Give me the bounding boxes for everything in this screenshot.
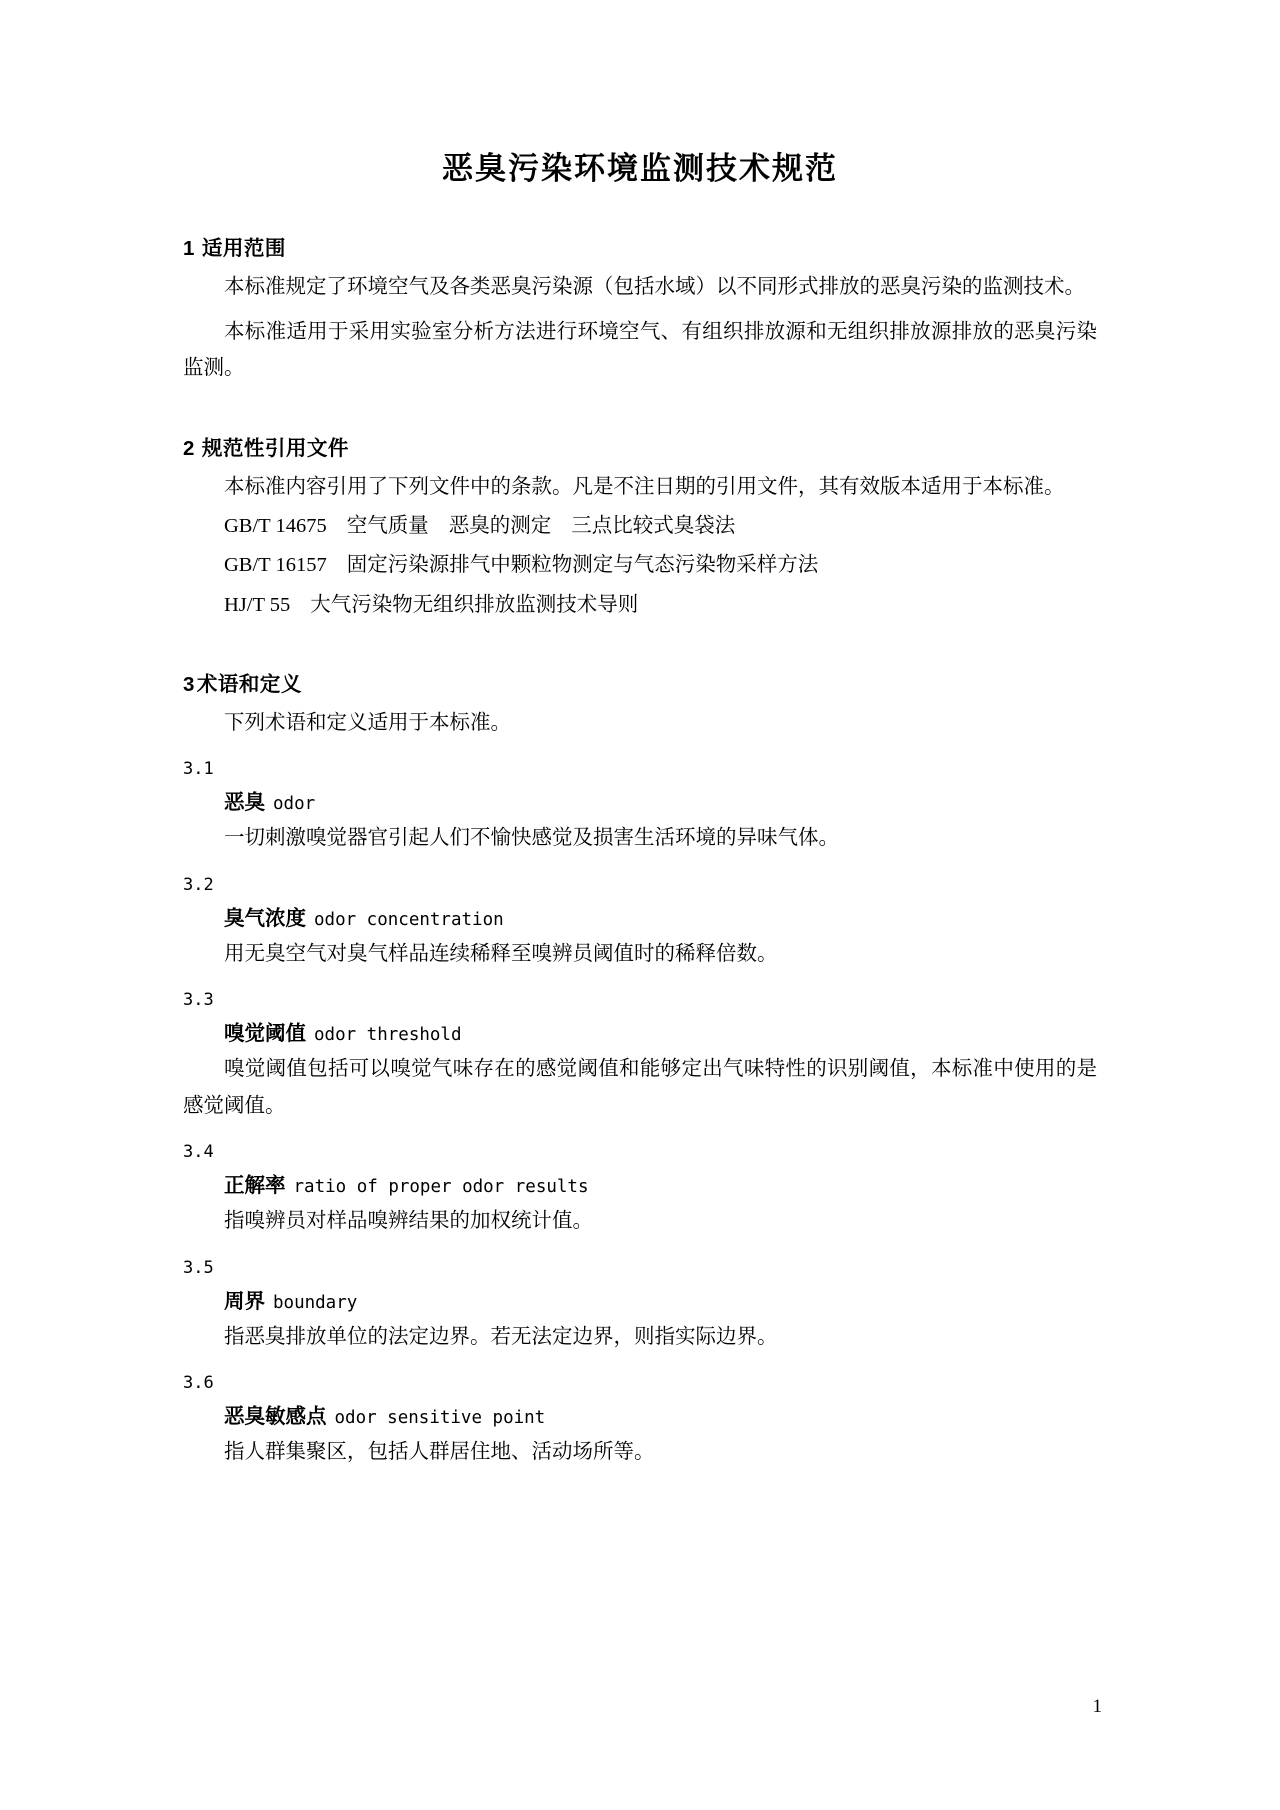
term-definition: 嗅觉阈值包括可以嗅觉气味存在的感觉阈值和能够定出气味特性的识别阈值，本标准中使用的是感觉阈值。 xyxy=(183,1058,1097,1117)
section-2-paragraph-1: 本标准内容引用了下列文件中的条款。凡是不注日期的引用文件，其有效版本适用于本标准。 xyxy=(224,475,1065,498)
term-entry xyxy=(183,1284,1097,1314)
clause-number: 3.3 xyxy=(183,990,214,1011)
section-1-paragraph-1: 本标准规定了环境空气及各类恶臭污染源（包括水域）以不同形式排放的恶臭污染的监测技术。 xyxy=(224,276,1085,299)
section-heading-3 xyxy=(183,667,1097,697)
reference-item xyxy=(183,509,1097,544)
term-entry xyxy=(183,1168,1097,1198)
reference-title-part: 固定污染源排气中颗粒物测定与气态污染物采样方法 xyxy=(346,554,819,577)
term-zh: 恶臭敏感点 xyxy=(224,1405,327,1429)
clause-number: 3.2 xyxy=(183,874,214,895)
term-entry xyxy=(183,1016,1097,1046)
reference-item xyxy=(183,548,1097,583)
term-definition: 指人群集聚区，包括人群居住地、活动场所等。 xyxy=(224,1441,655,1464)
page-number: 1 xyxy=(1092,1696,1102,1717)
term-definition: 用无臭空气对臭气样品连续稀释至嗅辨员阈值时的稀释倍数。 xyxy=(224,942,778,965)
term-zh: 正解率 xyxy=(224,1174,286,1198)
reference-title-part: 三点比较式臭袋法 xyxy=(571,515,736,538)
term-definition: 指恶臭排放单位的法定边界。若无法定边界，则指实际边界。 xyxy=(224,1325,778,1348)
term-en: boundary xyxy=(273,1292,358,1313)
reference-code: HJ/T 55 xyxy=(224,593,291,616)
reference-title-part: 大气污染物无组织排放监测技术导则 xyxy=(310,593,639,616)
clause-number: 3.5 xyxy=(183,1257,214,1278)
term-entry xyxy=(183,901,1097,931)
term-en: odor xyxy=(273,794,316,815)
term-en: odor threshold xyxy=(314,1025,462,1046)
term-entry xyxy=(183,785,1097,815)
reference-title-part: 空气质量 xyxy=(346,515,429,538)
term-en: odor sensitive point xyxy=(334,1408,546,1429)
clause-number: 3.4 xyxy=(183,1142,214,1163)
term-zh: 周界 xyxy=(224,1289,265,1313)
term-en: ratio of proper odor results xyxy=(293,1177,589,1198)
reference-code: GB/T 16157 xyxy=(224,554,327,577)
reference-code: GB/T 14675 xyxy=(224,515,327,538)
term-zh: 臭气浓度 xyxy=(224,906,306,930)
section-3-paragraph-1: 下列术语和定义适用于本标准。 xyxy=(224,711,511,734)
section-heading-2 xyxy=(183,431,1097,461)
term-en: odor concentration xyxy=(314,909,504,930)
section-number-2: 2 xyxy=(183,436,195,460)
document-body xyxy=(183,0,1097,1471)
term-zh: 嗅觉阈值 xyxy=(224,1022,306,1046)
term-zh: 恶臭 xyxy=(224,791,265,815)
reference-title-part: 恶臭的测定 xyxy=(448,515,552,538)
reference-item xyxy=(183,588,1097,623)
term-entry xyxy=(183,1399,1097,1429)
section-title-1: 适用范围 xyxy=(201,237,286,261)
term-definition: 指嗅辨员对样品嗅辨结果的加权统计值。 xyxy=(224,1210,593,1233)
clause-number: 3.6 xyxy=(183,1373,214,1394)
section-title-3: 术语和定义 xyxy=(196,672,302,696)
section-title-2: 规范性引用文件 xyxy=(201,436,349,460)
section-number-1: 1 xyxy=(183,237,195,261)
section-1-paragraph-2: 本标准适用于采用实验室分析方法进行环境空气、有组织排放源和无组织排放源排放的恶臭污染监测。 xyxy=(183,320,1097,380)
clause-number: 3.1 xyxy=(183,759,214,780)
page-title: 恶臭污染环境监测技术规范 xyxy=(442,151,838,186)
section-number-3: 3 xyxy=(183,672,195,696)
term-definition: 一切刺激嗅觉器官引起人们不愉快感觉及损害生活环境的异味气体。 xyxy=(224,827,839,850)
section-heading-1 xyxy=(183,231,1097,261)
